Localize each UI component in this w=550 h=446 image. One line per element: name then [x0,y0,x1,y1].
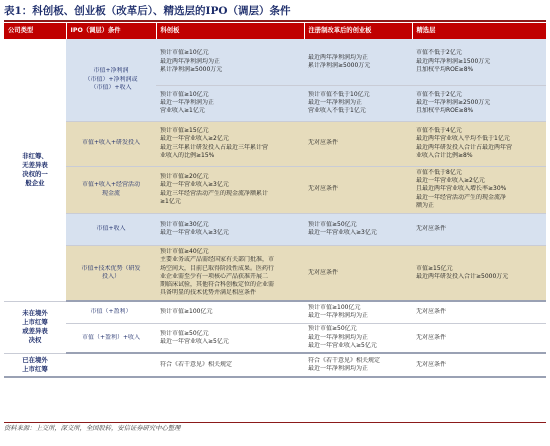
cell-line: 决权的一 [22,169,48,178]
table-row [4,301,546,323]
cell-line: 最近一年净利润≥2500万元 [416,98,491,106]
select-tier-cell [412,85,546,121]
select-tier-cell [412,213,546,245]
cell-line: 最近三年累计研发投入占最近三年累计营 [160,143,269,151]
star-market-cell [156,213,304,245]
criteria-cell [66,121,156,166]
cell-line: 主要业务或产品需经国家有关部门批准，市 [160,256,275,264]
header-ipo-criteria: IPO（调层）条件 [66,23,156,39]
table-row [4,245,546,301]
cell-line: 市值（+盈利） [90,308,132,316]
cell-line: 或差异表 [22,327,48,335]
star-market-cell [156,39,304,85]
star-market-cell [156,85,304,121]
cell-line: 最近一年营业收入≥3亿元 [160,181,229,189]
criteria-cell [66,166,156,213]
company-type-cell [4,301,66,353]
cell-line: 市值+收入+经营活动 [81,181,141,189]
criteria-cell [66,301,156,323]
cell-line: 市值不低于2亿元 [416,90,462,98]
cell-line: 且加权平均ROE≥8% [416,107,474,115]
cell-line: 且最近两年营业收入增长率≥30% [416,185,507,193]
chinext-cell [304,353,412,377]
header-chinext: 注册制改革后的创业板 [304,23,412,39]
cell-line: 最近两年研发投入合计占最近两年营 [416,143,513,151]
cell-line: 预计市值≥50亿元 [160,329,209,337]
cell-line: 额为正 [416,201,435,209]
cell-line: 市值+收入+研发投入 [81,139,141,147]
cell-line: 最近一年净利润均为正 [308,312,369,320]
table-row [4,323,546,353]
cell-line: 最近一年经营活动产生的现金流净 [416,193,507,201]
cell-line: 已在境外 [22,355,48,364]
cell-line: 业收入合计比例≥8% [416,151,473,159]
table-row [4,39,546,85]
cell-line: 无对应条件 [308,268,339,276]
select-tier-cell [412,121,546,166]
cell-line: 非红筹、 [22,151,48,160]
cell-line: 般企业 [25,178,45,187]
cell-line: 预计市值≥15亿元 [160,127,209,135]
cell-line: 最近两年净利润均为正 [160,57,221,65]
cell-line: 最近两年营业收入平均不低于1亿元 [416,135,510,143]
cell-line: 业企业需至少有一项核心产品获准开展二 [160,272,269,280]
cell-line: 且加权平均ROE≥8% [416,65,474,73]
star-market-cell [156,166,304,213]
chinext-cell [304,166,412,213]
ipo-conditions-table [4,23,547,378]
select-tier-cell [412,166,546,213]
criteria-cell [66,323,156,353]
cell-line: 无对应条件 [416,224,447,232]
star-market-cell [156,353,304,377]
star-market-cell [156,245,304,301]
cell-line: 最近一年营业收入≥2亿元 [416,177,485,185]
cell-line: 市值≥15亿元 [416,264,453,272]
chinext-cell [304,301,412,323]
cell-line: 最近两年研发投入合计≥5000万元 [416,272,509,280]
cell-line: 未在境外 [22,309,48,317]
title-rule [4,20,546,22]
cell-line: 无对应条件 [308,139,339,147]
cell-line: 最近两年净利润≥1500万元 [416,57,491,65]
cell-line: 预计市值≥30亿元 [160,220,209,228]
cell-line: 最近一年净利润为正 [308,98,363,106]
cell-line: 营业收入≥1亿元 [160,107,205,115]
company-type-cell [4,39,66,301]
header-company-type: 公司类型 [4,23,66,39]
select-tier-cell [412,301,546,323]
cell-line: 预计市值≥50亿元 [308,220,357,228]
chinext-cell [304,85,412,121]
cell-line: 累计净利润≥5000万元 [308,61,371,69]
table-title: 表1：科创板、创业板（改革后）、精选层的IPO（调层）条件 [4,5,291,17]
cell-line: 场空间大，目前已取得阶段性成果。医药行 [160,264,275,272]
select-tier-cell [412,323,546,353]
chinext-cell [304,121,412,166]
table-body [4,39,546,377]
star-market-cell [156,323,304,353]
table-row [4,121,546,166]
cell-line: 预计市值≥10亿元 [160,90,209,98]
cell-line: 最近一年营业收入≥5亿元 [308,341,377,349]
cell-line: 最近一年营业收入≥5亿元 [160,337,229,345]
header-select-tier: 精选层 [412,23,546,39]
source-note: 资料来源：上交所，深交所，全国股转，安信证券研究中心整理 [4,425,181,432]
cell-line: 无对应条件 [416,360,447,368]
cell-line: 预计市值≥50亿元 [308,325,357,333]
table-row [4,353,546,377]
star-market-cell [156,301,304,323]
chinext-cell [304,39,412,85]
cell-line: 预计市值≥100亿元 [160,308,213,316]
criteria-cell [66,39,156,121]
cell-line: 市值不低于8亿元 [416,168,462,176]
cell-line: 市值+收入 [96,224,126,232]
star-market-cell [156,121,304,166]
cell-line: 符合《若干意见》相关规定 [160,360,233,368]
cell-line: 现金流 [101,189,120,197]
cell-line: 符合《若干意见》相关规定 [308,356,381,364]
table-row [4,166,546,213]
cell-line: 最近三年经营活动产生的现金流净额累计 [160,189,269,197]
cell-line: 市值+技术优势（研发 [81,264,141,272]
chinext-cell [304,323,412,353]
cell-line: 市值不低于2亿元 [416,49,462,57]
company-type-cell [4,353,66,377]
cell-line: 预计市值≥100亿元 [308,304,361,312]
cell-line: 预计市值≥40亿元 [160,248,209,256]
cell-line: 最近一年营业收入≥3亿元 [308,229,377,236]
criteria-cell [66,353,156,377]
select-tier-cell [412,39,546,85]
cell-line: 具备明显的技术优势并满足相应条件 [160,289,257,297]
select-tier-cell [412,245,546,301]
cell-line: （市值）+收入 [90,83,132,91]
cell-line: ≥1亿元 [160,197,181,205]
cell-line: 最近一年营业收入≥2亿元 [160,135,229,143]
cell-line: 累计净利润≥5000万元 [160,65,223,73]
cell-line: 市值+净利润 [93,67,129,75]
cell-line: 投入） [101,272,120,280]
cell-line: 无对应条件 [416,308,447,316]
cell-line: 上市红筹 [22,318,48,326]
cell-line: （市值）+净利润或 [84,75,138,83]
table-header-row [4,23,546,39]
criteria-cell [66,245,156,301]
cell-line: 最近一年净利润为正 [160,98,215,106]
chinext-cell [304,245,412,301]
select-tier-cell [412,353,546,377]
cell-line: 最近两年净利润均为正 [308,53,369,61]
cell-line: 无对应条件 [416,333,447,341]
chinext-cell [304,213,412,245]
cell-line: 市值不低于4亿元 [416,127,462,135]
cell-line: 决权 [28,336,42,344]
criteria-cell [66,213,156,245]
cell-line: 最近一年营业收入≥3亿元 [160,229,229,236]
cell-line: 业收入的比例≥15% [160,151,215,159]
cell-line: 市值（+盈利）+收入 [81,333,141,341]
cell-line: 预计市值≥10亿元 [160,49,209,57]
cell-line: 期临床试验，其他符合科创板定位的企业需 [160,280,275,288]
cell-line: 营业收入不低于1亿元 [308,107,366,115]
table-row [4,213,546,245]
cell-line: 最近一年净利润均为正 [308,333,369,341]
cell-line: 无对应条件 [308,185,339,193]
cell-line: 无差异表 [22,160,48,169]
cell-line: 预计市值≥20亿元 [160,173,209,181]
header-star-market: 科创板 [156,23,304,39]
cell-line: 上市红筹 [22,364,48,373]
cell-line: 预计市值不低于10亿元 [308,90,370,98]
cell-line: 最近一年净利润均为正 [308,365,369,372]
